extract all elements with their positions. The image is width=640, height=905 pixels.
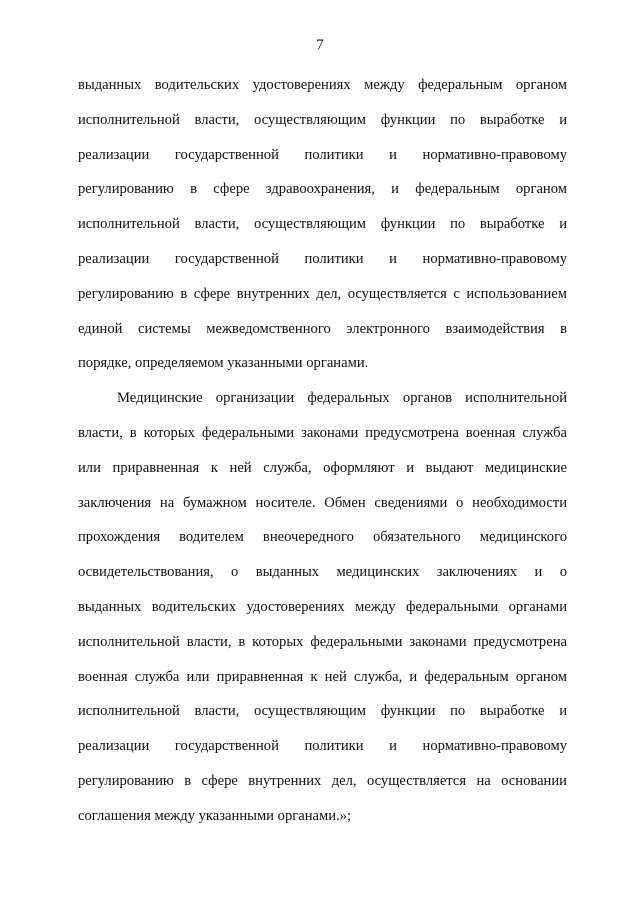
- body-text: [78, 68, 567, 834]
- text-line: заключения на бумажном носителе. Обмен сведениями о необходимости: [78, 494, 567, 511]
- text-line: регулированию в сфере здравоохранения, и федеральным органом: [78, 181, 567, 198]
- page-number: 7: [316, 37, 324, 53]
- text-line: власти, в которых федеральными законами предусмотрена военная служба: [78, 424, 567, 441]
- text-line: единой системы межведомственного электронного взаимодействия в: [78, 320, 567, 337]
- text-line: выданных водительских удостоверениях между федеральным органом: [78, 77, 567, 93]
- text-line: исполнительной власти, осуществляющим функции по выработке и: [78, 703, 567, 720]
- text-line: порядке, определяемом указанными органами.: [78, 355, 369, 372]
- paragraph-2: [78, 381, 567, 833]
- text-line: освидетельствования, о выданных медицинских заключениях и о: [78, 564, 567, 581]
- text-line: исполнительной власти, осуществляющим функции по выработке и: [78, 111, 567, 128]
- text-line: регулированию в сфере внутренних дел, осуществляется на основании: [78, 772, 567, 789]
- text-line: военная служба или приравненная к ней служба, и федеральным органом: [78, 668, 567, 685]
- text-line: реализации государственной политики и нормативно-правовому: [78, 738, 567, 755]
- text-line: исполнительной власти, осуществляющим функции по выработке и: [78, 216, 567, 233]
- text-line: прохождения водителем внеочередного обязательного медицинского: [78, 529, 567, 546]
- paragraph-1: [78, 68, 567, 381]
- text-line: выданных водительских удостоверениях между федеральными органами: [78, 598, 567, 615]
- text-line: регулированию в сфере внутренних дел, осуществляется с использованием: [78, 285, 567, 302]
- text-line: реализации государственной политики и нормативно-правовому: [78, 250, 567, 267]
- text-line: реализации государственной политики и нормативно-правовому: [78, 146, 567, 163]
- text-line: или приравненная к ней служба, оформляют и выдают медицинские: [78, 459, 567, 476]
- text-line: соглашения между указанными органами.»;: [78, 807, 352, 824]
- text-line: исполнительной власти, в которых федеральными законами предусмотрена: [78, 633, 567, 650]
- text-line: Медицинские организации федеральных органов исполнительной: [117, 390, 567, 407]
